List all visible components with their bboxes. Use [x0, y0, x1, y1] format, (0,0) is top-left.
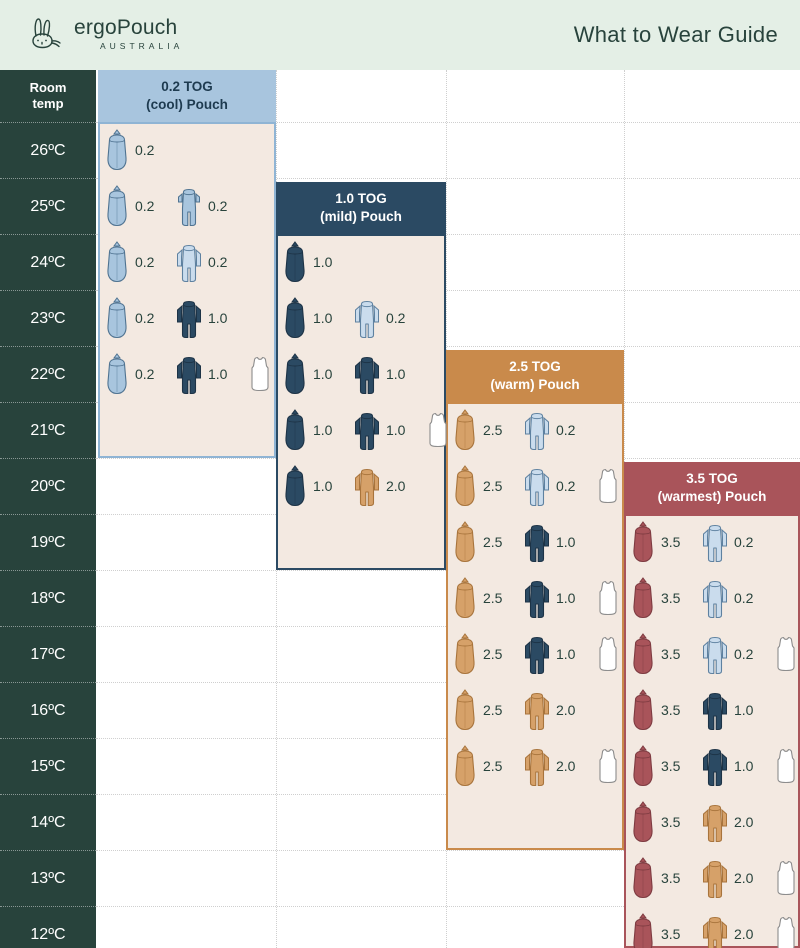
suit-tog-label: 0.2 [386, 310, 406, 326]
suit-tog-label: 0.2 [208, 254, 228, 270]
suit-tog-label: 1.0 [208, 310, 228, 326]
singlet-item [596, 466, 620, 506]
sleepsuit-icon [175, 296, 203, 340]
singlet-icon [248, 354, 272, 394]
sleeping-bag-icon [282, 352, 308, 396]
bag-tog-label: 3.5 [661, 646, 681, 662]
suit-tog-label: 1.0 [556, 646, 576, 662]
sleepsuit-icon [701, 856, 729, 900]
bag-tog-label: 0.2 [135, 142, 155, 158]
room-temp-cell: 26ºC [0, 122, 96, 178]
sleeping-bag-icon [282, 464, 308, 508]
sleeping-bag-icon [452, 464, 478, 508]
sleepsuit-icon [523, 688, 551, 732]
suit-item [523, 408, 580, 452]
sleeping-bag-icon [452, 520, 478, 564]
tog-header-3.5-line1: 3.5 TOG [686, 471, 738, 487]
sleeping-bag-icon [452, 520, 478, 564]
room-temp-cell: 23ºC [0, 290, 96, 346]
sleeping-bag-icon [452, 632, 478, 676]
page-title: What to Wear Guide [573, 22, 778, 47]
sleepsuit-icon [701, 800, 729, 844]
sleeping-bag-icon [282, 408, 308, 452]
guide-cell [630, 738, 798, 794]
bag-tog-label: 2.5 [483, 702, 503, 718]
bag-item [630, 800, 685, 844]
sleeping-bag-icon [630, 520, 656, 564]
suit-item [175, 184, 232, 228]
sleepsuit-icon [175, 184, 203, 228]
suit-tog-label: 0.2 [556, 478, 576, 494]
sleeping-bag-icon [630, 744, 656, 788]
sleeping-bag-icon [452, 632, 478, 676]
sleeping-bag-icon [452, 744, 478, 788]
sleeping-bag-icon [630, 800, 656, 844]
sleepsuit-icon [701, 576, 729, 620]
suit-tog-label: 2.0 [734, 870, 754, 886]
suit-item [175, 296, 232, 340]
sleepsuit-icon [353, 352, 381, 396]
tog-header-1.0-line2: (mild) Pouch [320, 209, 402, 224]
sleeping-bag-icon [282, 296, 308, 340]
sleepsuit-icon [523, 576, 551, 620]
guide-cell [452, 570, 620, 626]
sleeping-bag-icon [104, 184, 130, 228]
singlet-icon [774, 634, 798, 674]
sleepsuit-icon [523, 520, 551, 564]
guide-cell [452, 738, 620, 794]
room-temp-header-line1: Room [29, 79, 67, 95]
sleepsuit-icon [175, 240, 203, 284]
suit-item [353, 352, 410, 396]
suit-tog-label: 1.0 [386, 422, 406, 438]
suit-tog-label: 0.2 [734, 534, 754, 550]
singlet-item [774, 914, 798, 948]
sleepsuit-icon [701, 744, 729, 788]
tog-header-1.0 [276, 182, 446, 234]
sleeping-bag-icon [630, 688, 656, 732]
bag-tog-label: 3.5 [661, 814, 681, 830]
bag-item [104, 296, 159, 340]
sleeping-bag-icon [104, 352, 130, 396]
suit-item [523, 632, 580, 676]
sleeping-bag-icon [104, 240, 130, 284]
bag-item [630, 576, 685, 620]
singlet-icon [774, 746, 798, 786]
guide-cell [452, 458, 620, 514]
sleepsuit-icon [353, 464, 381, 508]
bag-item [452, 576, 507, 620]
guide-cell [452, 626, 620, 682]
sleeping-bag-icon [452, 576, 478, 620]
tog-header-3.5 [624, 462, 800, 514]
bag-tog-label: 3.5 [661, 702, 681, 718]
sleepsuit-icon [353, 352, 381, 396]
bag-tog-label: 3.5 [661, 534, 681, 550]
sleepsuit-icon [701, 520, 729, 564]
singlet-icon [426, 410, 450, 450]
singlet-icon [596, 466, 620, 506]
room-temp-cell: 20ºC [0, 458, 96, 514]
sleepsuit-icon [701, 800, 729, 844]
suit-tog-label: 2.0 [734, 814, 754, 830]
room-temp-cell: 19ºC [0, 514, 96, 570]
page-header [0, 0, 800, 70]
singlet-item [774, 858, 798, 898]
brand-country: AUSTRALIA [100, 41, 184, 52]
sleepsuit-icon [353, 464, 381, 508]
bag-tog-label: 1.0 [313, 366, 333, 382]
guide-cell [282, 234, 337, 290]
sleeping-bag-icon [282, 240, 308, 284]
suit-tog-label: 1.0 [556, 590, 576, 606]
singlet-item [596, 746, 620, 786]
bag-tog-label: 0.2 [135, 198, 155, 214]
singlet-icon [596, 634, 620, 674]
bag-tog-label: 0.2 [135, 366, 155, 382]
guide-cell [630, 682, 758, 738]
bag-item [104, 240, 159, 284]
bag-tog-label: 1.0 [313, 254, 333, 270]
sleeping-bag-icon [630, 912, 656, 948]
bag-item [104, 352, 159, 396]
sleeping-bag-icon [630, 688, 656, 732]
suit-item [523, 744, 580, 788]
bag-tog-label: 2.5 [483, 478, 503, 494]
room-temp-header [0, 70, 96, 122]
room-temp-cell: 25ºC [0, 178, 96, 234]
singlet-icon [248, 354, 272, 394]
room-temp-cell: 14ºC [0, 794, 96, 850]
room-temp-cell: 15ºC [0, 738, 96, 794]
guide-cell [282, 290, 410, 346]
room-temp-cell: 21ºC [0, 402, 96, 458]
suit-tog-label: 2.0 [386, 478, 406, 494]
sleepsuit-icon [523, 632, 551, 676]
sleepsuit-icon [353, 296, 381, 340]
guide-cell [452, 682, 580, 738]
bag-tog-label: 3.5 [661, 926, 681, 942]
sleepsuit-icon [701, 632, 729, 676]
suit-tog-label: 1.0 [734, 702, 754, 718]
guide-grid [0, 70, 800, 948]
singlet-item [248, 354, 272, 394]
tog-header-1.0-line1: 1.0 TOG [335, 191, 387, 207]
sleeping-bag-icon [452, 744, 478, 788]
sleeping-bag-icon [630, 576, 656, 620]
bag-item [630, 632, 685, 676]
sleeping-bag-icon [282, 352, 308, 396]
sleeping-bag-icon [630, 744, 656, 788]
bag-tog-label: 2.5 [483, 646, 503, 662]
sleepsuit-icon [523, 576, 551, 620]
singlet-icon [596, 746, 620, 786]
singlet-icon [774, 858, 798, 898]
sleepsuit-icon [353, 408, 381, 452]
sleepsuit-icon [353, 296, 381, 340]
bag-tog-label: 1.0 [313, 310, 333, 326]
suit-item [523, 688, 580, 732]
sleepsuit-icon [353, 408, 381, 452]
bag-tog-label: 3.5 [661, 758, 681, 774]
sleeping-bag-icon [630, 800, 656, 844]
guide-cell [104, 178, 232, 234]
guide-cell [630, 850, 798, 906]
suit-item [701, 800, 758, 844]
brand-logo [22, 12, 183, 56]
suit-item [701, 856, 758, 900]
bag-tog-label: 2.5 [483, 422, 503, 438]
guide-cell [282, 458, 410, 514]
singlet-icon [774, 634, 798, 674]
bag-item [282, 464, 337, 508]
suit-item [175, 352, 232, 396]
sleepsuit-icon [175, 352, 203, 396]
sleeping-bag-icon [282, 240, 308, 284]
suit-tog-label: 2.0 [556, 702, 576, 718]
sleepsuit-icon [701, 520, 729, 564]
singlet-icon [774, 746, 798, 786]
tog-header-3.5-line2: (warmest) Pouch [657, 489, 767, 504]
tog-header-0.2 [98, 70, 276, 122]
suit-item [353, 408, 410, 452]
bag-tog-label: 3.5 [661, 590, 681, 606]
room-temp-cell: 12ºC [0, 906, 96, 948]
sleepsuit-icon [175, 296, 203, 340]
guide-cell [630, 570, 758, 626]
room-temp-cell: 17ºC [0, 626, 96, 682]
singlet-item [596, 634, 620, 674]
sleepsuit-icon [523, 520, 551, 564]
suit-tog-label: 1.0 [556, 534, 576, 550]
bag-item [104, 128, 159, 172]
sleepsuit-icon [701, 688, 729, 732]
sleeping-bag-icon [452, 408, 478, 452]
bag-item [282, 240, 337, 284]
suit-item [701, 912, 758, 948]
sleepsuit-icon [701, 744, 729, 788]
brand-wordmark [74, 17, 183, 51]
bag-item [452, 520, 507, 564]
room-temp-column [0, 70, 96, 948]
sleeping-bag-icon [452, 576, 478, 620]
bag-tog-label: 1.0 [313, 422, 333, 438]
sleeping-bag-icon [104, 296, 130, 340]
singlet-icon [774, 914, 798, 948]
sleeping-bag-icon [282, 464, 308, 508]
guide-cell [104, 122, 159, 178]
bag-item [452, 688, 507, 732]
room-temp-header-line2: temp [32, 96, 64, 111]
sleepsuit-icon [701, 632, 729, 676]
suit-item [701, 520, 758, 564]
sleepsuit-icon [175, 352, 203, 396]
sleepsuit-icon [701, 912, 729, 948]
tog-header-2.5-line2: (warm) Pouch [490, 377, 580, 392]
suit-tog-label: 2.0 [556, 758, 576, 774]
singlet-icon [596, 634, 620, 674]
bag-item [452, 408, 507, 452]
bag-tog-label: 1.0 [313, 478, 333, 494]
suit-item [175, 240, 232, 284]
guide-cell [452, 514, 580, 570]
sleepsuit-icon [523, 688, 551, 732]
sleeping-bag-icon [630, 632, 656, 676]
sleepsuit-icon [523, 744, 551, 788]
bag-tog-label: 2.5 [483, 758, 503, 774]
guide-cell [282, 402, 450, 458]
singlet-icon [426, 410, 450, 450]
guide-cell [452, 402, 580, 458]
bag-item [452, 744, 507, 788]
brand-name: ergoPouch [74, 16, 178, 40]
sleepsuit-icon [701, 576, 729, 620]
singlet-icon [596, 578, 620, 618]
sleepsuit-icon [523, 464, 551, 508]
tog-header-0.2-line1: 0.2 TOG [161, 79, 213, 95]
bag-tog-label: 2.5 [483, 534, 503, 550]
sleepsuit-icon [523, 408, 551, 452]
suit-item [701, 576, 758, 620]
guide-cell [282, 346, 410, 402]
room-temp-cell: 18ºC [0, 570, 96, 626]
suit-item [353, 296, 410, 340]
bag-item [282, 408, 337, 452]
suit-item [701, 744, 758, 788]
guide-cell [630, 906, 798, 948]
suit-tog-label: 1.0 [734, 758, 754, 774]
sleepsuit-icon [701, 856, 729, 900]
sleepsuit-icon [523, 744, 551, 788]
sleeping-bag-icon [630, 912, 656, 948]
singlet-icon [596, 578, 620, 618]
tog-header-0.2-line2: (cool) Pouch [146, 97, 228, 112]
suit-item [353, 464, 410, 508]
sleeping-bag-icon [452, 688, 478, 732]
guide-cell [104, 234, 232, 290]
suit-item [523, 576, 580, 620]
singlet-item [774, 634, 798, 674]
tog-header-2.5-line1: 2.5 TOG [509, 359, 561, 375]
room-temp-cell: 24ºC [0, 234, 96, 290]
bag-item [282, 296, 337, 340]
sleeping-bag-icon [452, 464, 478, 508]
sleepsuit-icon [175, 240, 203, 284]
guide-cell [630, 626, 798, 682]
suit-tog-label: 1.0 [208, 366, 228, 382]
bunny-icon [22, 12, 66, 56]
bag-item [452, 464, 507, 508]
suit-tog-label: 0.2 [734, 646, 754, 662]
guide-cell [630, 794, 758, 850]
bag-item [630, 744, 685, 788]
sleepsuit-icon [701, 688, 729, 732]
bag-item [630, 520, 685, 564]
suit-item [701, 688, 758, 732]
bag-item [104, 184, 159, 228]
tog-header-2.5 [446, 350, 624, 402]
singlet-icon [774, 914, 798, 948]
sleeping-bag-icon [452, 408, 478, 452]
sleeping-bag-icon [104, 240, 130, 284]
sleeping-bag-icon [104, 184, 130, 228]
suit-item [701, 632, 758, 676]
bag-item [282, 352, 337, 396]
room-temp-cell: 13ºC [0, 850, 96, 906]
bag-item [452, 632, 507, 676]
guide-cell [104, 290, 232, 346]
sleeping-bag-icon [282, 408, 308, 452]
suit-item [523, 520, 580, 564]
sleeping-bag-icon [104, 352, 130, 396]
sleeping-bag-icon [452, 688, 478, 732]
sleepsuit-icon [175, 184, 203, 228]
room-temp-cell: 22ºC [0, 346, 96, 402]
guide-cell [104, 346, 272, 402]
room-temp-cell: 16ºC [0, 682, 96, 738]
bag-tog-label: 0.2 [135, 310, 155, 326]
bag-item [630, 856, 685, 900]
sleepsuit-icon [523, 408, 551, 452]
singlet-icon [774, 858, 798, 898]
sleeping-bag-icon [630, 520, 656, 564]
suit-tog-label: 0.2 [208, 198, 228, 214]
sleepsuit-icon [701, 912, 729, 948]
sleeping-bag-icon [630, 576, 656, 620]
sleeping-bag-icon [104, 128, 130, 172]
bag-tog-label: 3.5 [661, 870, 681, 886]
bag-item [630, 688, 685, 732]
sleeping-bag-icon [630, 856, 656, 900]
sleeping-bag-icon [104, 128, 130, 172]
sleeping-bag-icon [630, 856, 656, 900]
suit-tog-label: 0.2 [734, 590, 754, 606]
suit-tog-label: 0.2 [556, 422, 576, 438]
bag-tog-label: 0.2 [135, 254, 155, 270]
singlet-icon [596, 466, 620, 506]
bag-item [630, 912, 685, 948]
singlet-icon [596, 746, 620, 786]
suit-tog-label: 1.0 [386, 366, 406, 382]
sleeping-bag-icon [104, 296, 130, 340]
bag-tog-label: 2.5 [483, 590, 503, 606]
sleepsuit-icon [523, 464, 551, 508]
sleeping-bag-icon [282, 296, 308, 340]
sleeping-bag-icon [630, 632, 656, 676]
singlet-item [426, 410, 450, 450]
suit-item [523, 464, 580, 508]
sleepsuit-icon [523, 632, 551, 676]
guide-cell [630, 514, 758, 570]
singlet-item [596, 578, 620, 618]
suit-tog-label: 2.0 [734, 926, 754, 942]
singlet-item [774, 746, 798, 786]
